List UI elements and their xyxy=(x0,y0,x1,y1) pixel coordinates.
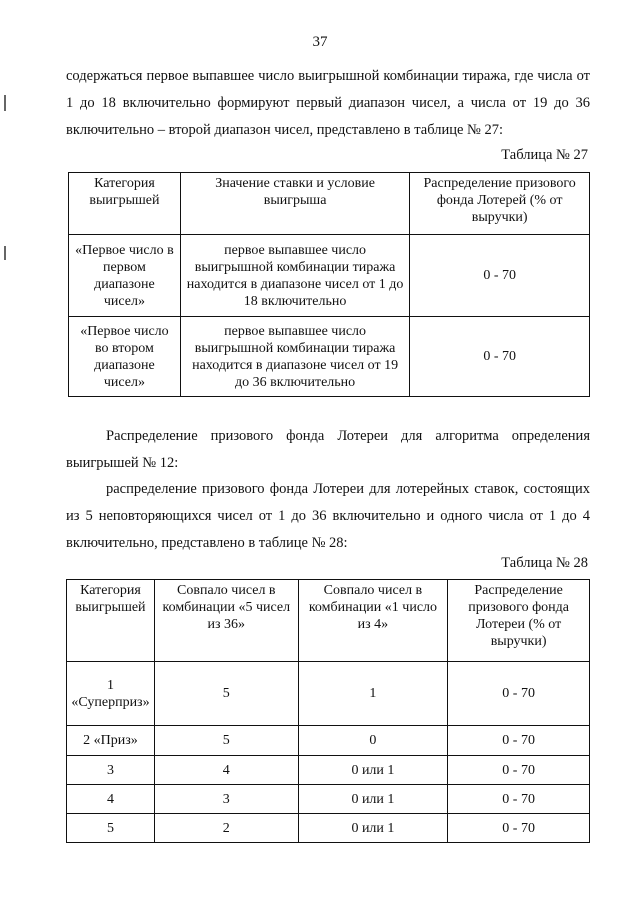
cell-match-extra: 0 или 1 xyxy=(298,814,448,843)
header-distribution: Распределение призового фонда Лотереи (% от выручки) xyxy=(448,580,590,662)
cell-category: 3 xyxy=(67,756,155,785)
cell-distribution: 0 - 70 xyxy=(448,662,590,726)
table-28-caption: Таблица № 28 xyxy=(501,555,588,571)
header-match-1-of-4: Совпало чисел в комбинации «1 число из 4» xyxy=(298,580,448,662)
cell-match-extra: 0 или 1 xyxy=(298,785,448,814)
table-row xyxy=(67,662,590,726)
table-28 xyxy=(66,579,590,843)
table-27-caption: Таблица № 27 xyxy=(501,147,588,163)
table-row xyxy=(69,317,590,397)
header-distribution: Распределение призового фонда Лотерей (% от выручки) xyxy=(410,173,590,235)
cell-distribution: 0 - 70 xyxy=(410,235,590,317)
scan-margin-mark xyxy=(4,95,6,111)
cell-condition: первое выпавшее число выигрышной комбинации тиража находится в диапазоне чисел от 1 до 18 включительно xyxy=(180,235,409,317)
table-header-row xyxy=(69,173,590,235)
cell-category: 1 «Суперприз» xyxy=(67,662,155,726)
cell-distribution: 0 - 70 xyxy=(448,756,590,785)
cell-match-extra: 1 xyxy=(298,662,448,726)
cell-match-extra: 0 xyxy=(298,726,448,756)
header-category: Категория выигрышей xyxy=(67,580,155,662)
cell-distribution: 0 - 70 xyxy=(448,814,590,843)
cell-match-main: 5 xyxy=(154,726,298,756)
cell-category: «Первое число во втором диапазоне чисел» xyxy=(69,317,181,397)
cell-condition: первое выпавшее число выигрышной комбинации тиража находится в диапазоне чисел от 19 до 36 включительно xyxy=(180,317,409,397)
table-row xyxy=(67,814,590,843)
cell-distribution: 0 - 70 xyxy=(448,726,590,756)
cell-match-main: 3 xyxy=(154,785,298,814)
paragraph-algorithm-12: Распределение призового фонда Лотереи для алгоритма определения выигрышей № 12: xyxy=(66,428,590,471)
cell-match-main: 5 xyxy=(154,662,298,726)
cell-distribution: 0 - 70 xyxy=(410,317,590,397)
table-27 xyxy=(68,172,590,397)
table-row xyxy=(69,235,590,317)
paragraph-distribution: распределение призового фонда Лотереи для лотерейных ставок, состоящих из 5 неповторяющихся чисел от 1 до 36 включительно и одного числа от 1 до 4 включительно, представлено в таблице № 28: xyxy=(66,481,590,551)
header-category: Категория выигрышей xyxy=(69,173,181,235)
cell-distribution: 0 - 70 xyxy=(448,785,590,814)
table-row xyxy=(67,785,590,814)
table-header-row xyxy=(67,580,590,662)
table-row xyxy=(67,726,590,756)
cell-category: 5 xyxy=(67,814,155,843)
cell-match-main: 4 xyxy=(154,756,298,785)
cell-category: 2 «Приз» xyxy=(67,726,155,756)
scan-margin-mark xyxy=(4,246,6,260)
cell-category: «Первое число в первом диапазоне чисел» xyxy=(69,235,181,317)
header-condition: Значение ставки и условие выигрыша xyxy=(180,173,409,235)
cell-category: 4 xyxy=(67,785,155,814)
header-match-5-of-36: Совпало чисел в комбинации «5 чисел из 36» xyxy=(154,580,298,662)
cell-match-main: 2 xyxy=(154,814,298,843)
intro-paragraph: содержаться первое выпавшее число выигрышной комбинации тиража, где числа от 1 до 18 включительно формируют первый диапазон чисел, а числа от 19 до 36 включительно – второй диапазон чисел, представлено в таблице № 27: xyxy=(66,68,590,138)
table-row xyxy=(67,756,590,785)
page-number: 37 xyxy=(312,34,328,50)
cell-match-extra: 0 или 1 xyxy=(298,756,448,785)
